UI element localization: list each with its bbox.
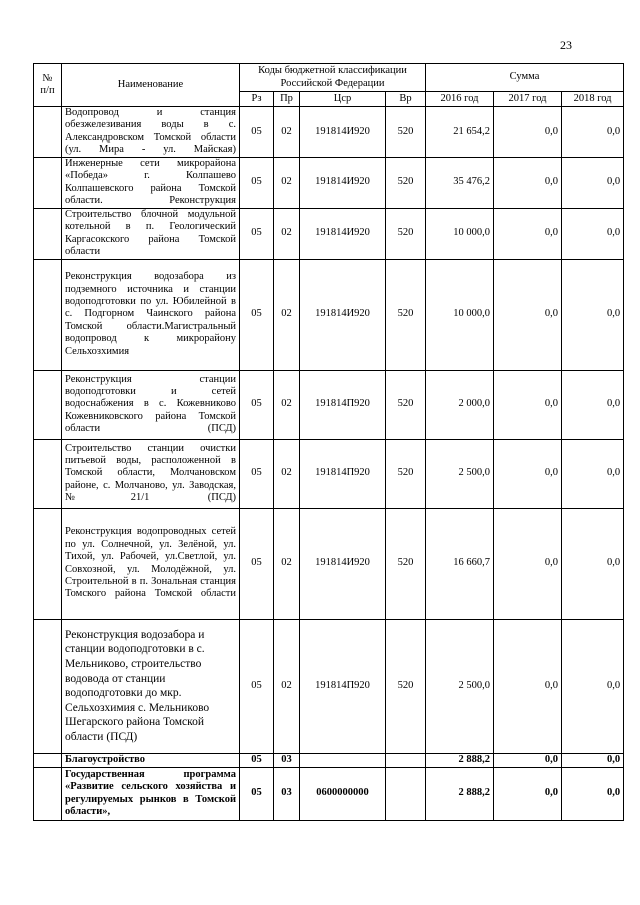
row-name: Реконструкция водозабора и станции водоподготовки в с. Мельниково, строительство водовода от станции водоподготовки до мкр. Сельхозхимия с. Мельниково Шегарского района Томской области (ПСД) <box>62 619 240 753</box>
row-vr: 520 <box>386 619 426 753</box>
row-2018: 0,0 <box>562 259 624 370</box>
table-row <box>34 753 624 767</box>
row-rz: 05 <box>240 439 274 508</box>
row-2017: 0,0 <box>494 508 562 619</box>
page-number: 23 <box>560 38 572 52</box>
row-2017: 0,0 <box>494 157 562 208</box>
header-rz: Рз <box>240 92 274 107</box>
header-num: № п/п <box>34 64 62 107</box>
header-2016: 2016 год <box>426 92 494 107</box>
row-rz: 05 <box>240 107 274 158</box>
row-vr: 520 <box>386 259 426 370</box>
row-name: Водопровод и станция обезжелезивания воды в с. Александровском Томской области (ул. Мира - ул. Майская) <box>62 107 240 158</box>
row-2018: 0,0 <box>562 370 624 439</box>
row-2018: 0,0 <box>562 157 624 208</box>
row-pr: 02 <box>274 439 300 508</box>
header-2018: 2018 год <box>562 92 624 107</box>
table-row <box>34 157 624 208</box>
row-2017: 0,0 <box>494 107 562 158</box>
row-2016: 2 500,0 <box>426 619 494 753</box>
row-2016: 21 654,2 <box>426 107 494 158</box>
row-pr: 02 <box>274 208 300 259</box>
row-rz: 05 <box>240 208 274 259</box>
row-2016: 35 476,2 <box>426 157 494 208</box>
row-2017: 0,0 <box>494 208 562 259</box>
row-vr: 520 <box>386 508 426 619</box>
row-2016: 10 000,0 <box>426 208 494 259</box>
row-2017: 0,0 <box>494 619 562 753</box>
row-rz: 05 <box>240 753 274 767</box>
row-name: Благоустройство <box>62 753 240 767</box>
row-2016: 2 000,0 <box>426 370 494 439</box>
table-row <box>34 208 624 259</box>
table-row <box>34 107 624 158</box>
row-csr: 191814П920 <box>300 439 386 508</box>
table-row <box>34 370 624 439</box>
row-pr: 02 <box>274 157 300 208</box>
row-csr: 191814И920 <box>300 208 386 259</box>
row-name: Строительство блочной модульной котельной в п. Геологический Каргасокского района Томской области <box>62 208 240 259</box>
row-2016: 2 888,2 <box>426 753 494 767</box>
row-rz: 05 <box>240 157 274 208</box>
row-name: Реконструкция станции водоподготовки и сетей водоснабжения в с. Кожевниково Кожевниковского района Томской области (ПСД) <box>62 370 240 439</box>
row-csr <box>300 753 386 767</box>
row-csr: 191814И920 <box>300 107 386 158</box>
header-pr: Пр <box>274 92 300 107</box>
row-pr: 03 <box>274 753 300 767</box>
header-csr: Цср <box>300 92 386 107</box>
row-csr: 191814И920 <box>300 508 386 619</box>
row-2018: 0,0 <box>562 619 624 753</box>
row-vr <box>386 767 426 820</box>
row-vr: 520 <box>386 439 426 508</box>
row-rz: 05 <box>240 508 274 619</box>
table-row <box>34 259 624 370</box>
row-2018: 0,0 <box>562 208 624 259</box>
row-csr: 191814П920 <box>300 619 386 753</box>
row-vr: 520 <box>386 370 426 439</box>
row-rz: 05 <box>240 259 274 370</box>
row-2018: 0,0 <box>562 439 624 508</box>
row-vr: 520 <box>386 107 426 158</box>
row-2016: 16 660,7 <box>426 508 494 619</box>
table-row <box>34 619 624 753</box>
row-2018: 0,0 <box>562 508 624 619</box>
row-rz: 05 <box>240 619 274 753</box>
row-name: Строительство станции очистки питьевой воды, расположенной в Томской области, Молчановском районе, с. Молчаново, ул. Заводская, №21/1 (ПСД) <box>62 439 240 508</box>
row-2016: 2 500,0 <box>426 439 494 508</box>
row-2016: 2 888,2 <box>426 767 494 820</box>
row-name: Инженерные сети микрорайона «Победа» г. Колпашево Колпашевского района Томской области. Реконструкция <box>62 157 240 208</box>
row-2017: 0,0 <box>494 439 562 508</box>
row-rz: 05 <box>240 767 274 820</box>
row-2017: 0,0 <box>494 370 562 439</box>
header-name: Наименование <box>62 64 240 107</box>
row-csr: 0600000000 <box>300 767 386 820</box>
row-name: Реконструкция водопроводных сетей по ул. Солнечной, ул. Зелёной, ул. Тихой, ул. Рабочей, ул.Светлой, ул. Совхозной, ул. Молодёжной, ул. Строительной в п. Зональная станция Томского района Томской области <box>62 508 240 619</box>
row-csr: 191814И920 <box>300 259 386 370</box>
row-2018: 0,0 <box>562 767 624 820</box>
table-row <box>34 508 624 619</box>
row-2018: 0,0 <box>562 107 624 158</box>
header-codes: Коды бюджетной классификации Российской Федерации <box>240 64 426 92</box>
row-2017: 0,0 <box>494 259 562 370</box>
row-2017: 0,0 <box>494 753 562 767</box>
row-name: Государственная программа «Развитие сельского хозяйства и регулируемых рынков в Томской области», <box>62 767 240 820</box>
row-2018: 0,0 <box>562 753 624 767</box>
row-pr: 03 <box>274 767 300 820</box>
row-pr: 02 <box>274 259 300 370</box>
row-vr: 520 <box>386 157 426 208</box>
header-sum: Сумма <box>426 64 624 92</box>
header-2017: 2017 год <box>494 92 562 107</box>
row-2016: 10 000,0 <box>426 259 494 370</box>
row-pr: 02 <box>274 370 300 439</box>
table-row <box>34 439 624 508</box>
row-vr: 520 <box>386 208 426 259</box>
row-pr: 02 <box>274 107 300 158</box>
header-vr: Вр <box>386 92 426 107</box>
row-pr: 02 <box>274 619 300 753</box>
row-csr: 191814И920 <box>300 157 386 208</box>
budget-table <box>33 63 624 821</box>
row-csr: 191814П920 <box>300 370 386 439</box>
table-row <box>34 767 624 820</box>
row-vr <box>386 753 426 767</box>
row-pr: 02 <box>274 508 300 619</box>
row-name: Реконструкция водозабора из подземного источника и станции водоподготовки по ул. Юбилейной в с. Подгорном Чаинского района Томской области.Магистральный водопровод к микрорайону Сельхозхимия <box>62 259 240 370</box>
row-rz: 05 <box>240 370 274 439</box>
row-2017: 0,0 <box>494 767 562 820</box>
